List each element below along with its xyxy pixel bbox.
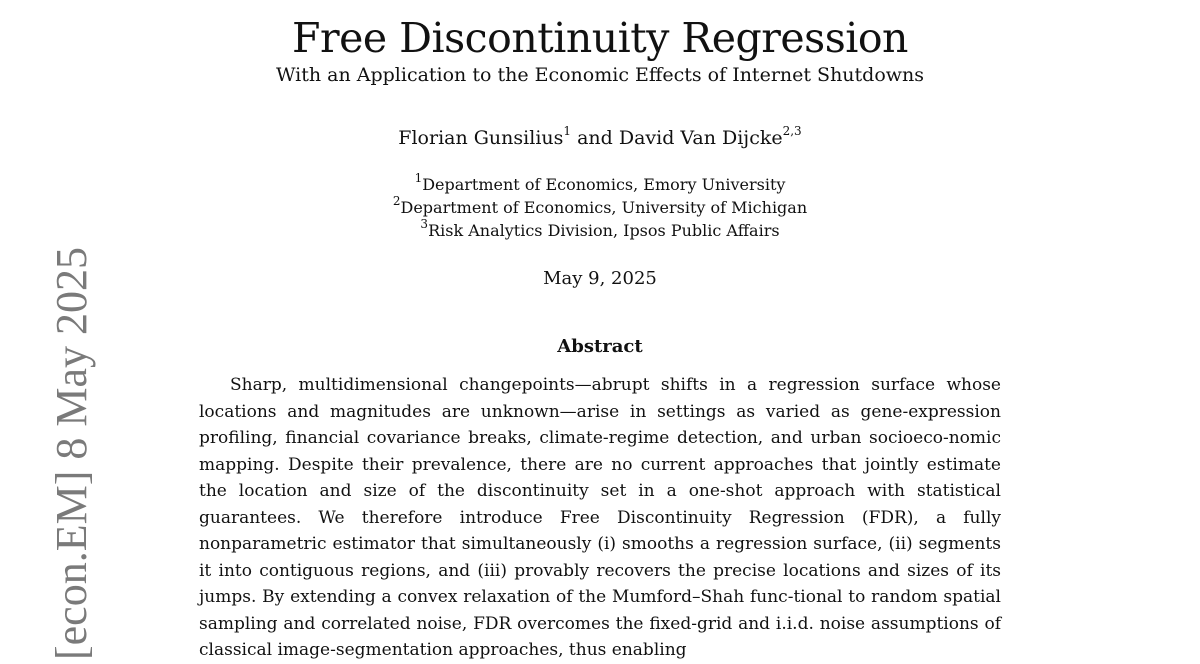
paper-title: Free Discontinuity Regression [292, 14, 908, 62]
affiliation [0, 170, 1200, 196]
affiliation-text: Risk Analytics Division, Ipsos Public Affairs [428, 221, 780, 240]
affiliation-text: Department of Economics, Emory University [422, 175, 786, 194]
author-line [0, 123, 1200, 153]
affiliation [0, 216, 1200, 242]
author-name: Florian Gunsilius [398, 127, 564, 149]
author-connector: and [571, 127, 619, 149]
arxiv-side-stamp: [econ.EM] 8 May 2025 [47, 246, 96, 660]
affiliation-marker: 1 [414, 170, 423, 185]
affiliation-marker: 3 [420, 216, 429, 231]
abstract-body: Sharp, multidimensional changepoints—abrupt shifts in a regression surface whose locations and magnitudes are unknown—arise in settings as varied as gene-expression profiling, financial covariance breaks, climate-regime detection, and urban socioeco-nomic mapping. Despite their prevalence, there are no current approaches that jointly estimate the location and size of the discontinuity set in a one-shot approach with statistical guarantees. We therefore introduce Free Discontinuity Regression (FDR), a fully nonparametric estimator that simultaneously (i) smooths a regression surface, (ii) segments it into contiguous regions, and (iii) provably recovers the precise locations and sizes of its jumps. By extending a convex relaxation of the Mumford–Shah func-tional to random spatial sampling and correlated noise, FDR overcomes the fixed-grid and i.i.d. noise assumptions of classical image-segmentation approaches, thus enabling [199, 375, 1001, 660]
affiliation-text: Department of Economics, University of Michigan [400, 198, 808, 217]
author-affiliation-marker: 1 [563, 123, 572, 138]
paper-subtitle: With an Application to the Economic Effects of Internet Shutdowns [275, 64, 925, 86]
author-name: David Van Dijcke [618, 127, 783, 149]
affiliation-marker: 2 [392, 193, 401, 208]
author-affiliation-marker: 2,3 [782, 123, 802, 138]
affiliation [0, 193, 1200, 219]
paper-date: May 9, 2025 [543, 268, 657, 289]
abstract-heading: Abstract [557, 336, 643, 357]
